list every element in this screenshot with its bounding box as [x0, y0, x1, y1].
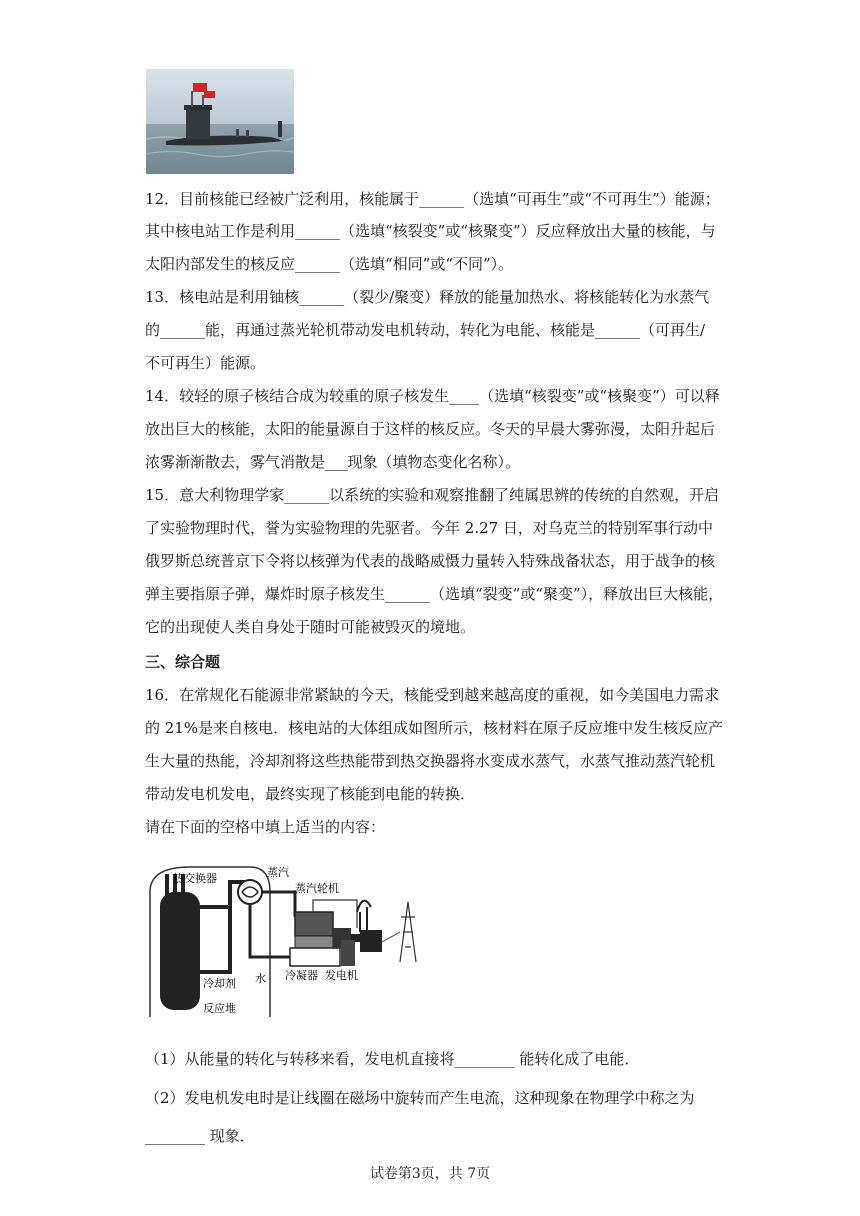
q16-line-3: 生大量的热能，冷却剂将这些热能带到热交换器将水变成水蒸气，水蒸气推动蒸汽轮机	[145, 752, 716, 770]
label-water: 水	[255, 972, 266, 985]
transmission-tower	[400, 902, 416, 962]
nuclear-plant-diagram	[145, 862, 435, 1022]
q14-line-1: 14．较轻的原子核结合成为较重的原子核发生____（选填“核裂变”或“核聚变”）可以释	[145, 387, 720, 405]
q16-line-4: 带动发电机发电，最终实现了核能到电能的转换．	[145, 785, 476, 803]
transformer-shape	[360, 930, 382, 952]
condenser-shape	[290, 948, 340, 966]
label-turbine: 蒸汽轮机	[295, 882, 339, 895]
q16-line-1: 16．在常规化石能源非常紧缺的今天，核能受到越来越高度的重视，如今美国电力需求	[145, 686, 720, 704]
q12-line-2: 其中核电站工作是利用______（选填“核裂变”或“核聚变”）反应释放出大量的核能，与	[145, 222, 716, 240]
q15-line-2: 了实验物理时代，誉为实验物理的先驱者。今年 2.27 日，对乌克兰的特别军事行动中	[145, 519, 713, 537]
submarine-photo	[146, 69, 294, 174]
q16-sub-1: （1）从能量的转化与转移来看，发电机直接将________ 能转化成了电能．	[145, 1050, 640, 1068]
q16-sub-2a: （2）发电机发电时是让线圈在磁场中旋转而产生电流，这种现象在物理学中称之为	[145, 1089, 695, 1107]
reactor-vessel	[160, 892, 200, 1010]
q12-line-3: 太阳内部发生的核反应______（选填“相同”或“不同”）。	[145, 255, 514, 273]
q15-line-4: 弹主要指原子弹，爆炸时原子核发生______（选填“裂变”或“聚变”），释放出巨大核能，	[145, 585, 724, 603]
q13-line-3: 不可再生）能源。	[145, 354, 266, 372]
label-coolant: 冷却剂	[203, 977, 236, 990]
submarine-image	[146, 69, 294, 174]
section-heading: 三、综合题	[145, 653, 221, 671]
label-reactor: 反应堆	[203, 1002, 236, 1015]
page-footer: 试卷第3页，共 7页	[369, 1166, 491, 1182]
label-heat-exchanger: 热交换器	[173, 872, 217, 885]
label-steam: 蒸汽	[267, 866, 289, 879]
q15-line-5: 它的出现使人类自身处于随时可能被毁灭的境地。	[145, 618, 476, 636]
q16-line-2: 的 21%是来自核电．核电站的大体组成如图所示，核材料在原子反应堆中发生核反应产	[145, 719, 724, 737]
q15-line-3: 俄罗斯总统普京下令将以核弹为代表的战略威慑力量转入特殊战备状态，用于战争的核	[145, 552, 716, 570]
q12-line-1: 12．目前核能已经被广泛利用，核能属于______（选填“可再生”或“不可再生”）能源；	[145, 190, 720, 208]
q15-line-1: 15．意大利物理学家______以系统的实验和观察推翻了纯属思辨的传统的自然观，开启	[145, 486, 720, 504]
q14-line-2: 放出巨大的核能，太阳的能量源自于这样的核反应。冬天的早晨大雾弥漫，太阳升起后	[145, 420, 716, 438]
q13-line-2: 的______能，再通过蒸光轮机带动发电机转动，转化为电能、核能是______（可再生/	[145, 321, 706, 339]
q16-sub-2b: ________ 现象．	[145, 1127, 255, 1145]
q16-line-5: 请在下面的空格中填上适当的内容：	[145, 818, 386, 836]
label-condenser: 冷凝器	[285, 969, 318, 982]
turbine-shape	[295, 912, 333, 936]
label-generator: 发电机	[325, 969, 358, 982]
q13-line-1: 13．核电站是利用铀核______（裂少/聚变）释放的能量加热水、将核能转化为水蒸气	[145, 288, 710, 306]
q14-line-3: 浓雾渐渐散去，雾气消散是___现象（填物态变化名称）。	[145, 453, 521, 471]
